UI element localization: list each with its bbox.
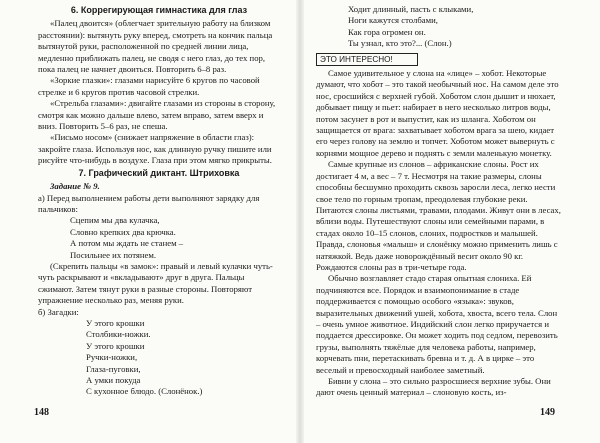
page-number-right: 149 [540,407,555,418]
riddle-line: А умки покуда [86,375,141,385]
right-text-column [316,4,562,399]
riddles-label: б) Загадки: [38,306,79,317]
poem-line: Ноги кажутся столбами, [348,15,438,26]
poem-line: Как гора огромен он. [348,26,426,37]
interesting-fact-box: ЭТО ИНТЕРЕСНО! [316,53,418,66]
section-6-heading: 6. Коррегирующая гимнастика для глаз [70,5,248,15]
exercise-finger-doubles: «Палец двоится» (облегчает зрительную работу на близком расстоянии): вытянуть руку вперед, смотреть на кончик пальца вытянутой руки, расположенной по средней линии лица, медленно приближать палец, не сводя с него глаз, до тех пор, пока палец не начнет двоиться. Повторить 6–8 раз. [38,18,273,75]
poem-line: Сцепим мы два кулачка, [70,215,160,226]
riddle-line: Столбики-ножки. [86,329,151,340]
page-number-left: 148 [34,407,49,418]
section-7-heading: 7. Графический диктант. Штриховка [78,167,240,178]
tusks-paragraph: Бивни у слона – это сильно разросшиеся верхние зубы. Они дают очень ценный материал – слоновую кость, из- [316,376,551,398]
poem-line: Ходит длинный, пасть с клыками, [348,4,474,14]
riddle-line: С кухонное блюдо. (Слонёнок.) [86,386,203,397]
exercise-nose-writing: «Письмо носом» (снижает напряжение в области глаз): закройте глаза. Используя нос, как длинную ручку пишите или рисуйте что-нибудь в воздухе. Глаза при этом мягко прикрыты. [38,132,272,166]
poem-line: Словно крепких два крючка. [70,226,176,237]
poem-line: Посильнее их потянем. [70,249,157,260]
african-elephants-paragraph: Самые крупные из слонов – африканские слоны. Рост их достигает 4 м, а вес – 7 т. Несмотря на такие размеры, слоны способны бесшумно проходить сквозь заросли леса, легко нести свое тело по горным тропам, преодолевая глубокие реки. Питаются слоны листьями, травами, плодами. Живут они в лесах, вблизи воды. Путешествуют слоны или семейными парами, в стадах около 10–15 слонов, слоних, подростков и малышей. Правда, слоновья «малыш» и слонёнку можно применить лишь с натяжкой. Ведь даже новорождённый весит около 90 кг. Рождаются слоны раз в три-четыре года. [316,159,561,272]
poem-line: А потом мы ждать не станем – [70,238,184,249]
poem-line: Ты узнал, кто это?... (Слон.) [348,38,452,49]
riddle-line: У этого крошки [86,340,145,351]
riddle-line: У этого крошки [86,317,145,328]
riddle-line: Глаза-пуговки, [86,363,141,374]
finger-warmup-intro: а) Перед выполнением работы дети выполняют зарядку для пальчиков: [38,192,260,214]
exercise-sharp-eyes: «Зоркие глазки»: глазами нарисуйте 6 кругов по часовой стрелке и 6 кругов против часовой стрелки. [38,75,260,97]
task-label: Задание № 9. [50,181,100,192]
herd-paragraph: Обычно возглавляет стадо старая опытная слониха. Ей подчиняются все. Порядок и взаимопонимание в стаде поддерживается с помощью особого «языка»: звуков, выразительных движений ушей, хобота, хвоста, всего тела. Слон – очень умное животное. Индийский слон легко приручается и поддается дрессировке. Он может ходить под седлом, перевозить грузы, выполнять тяжёлые для человека работы, например, корчевать пни, перетаскивать бревна и т. д. А в цирке – это веселый и превосходный наиболее заметный. [316,273,558,375]
elephant-riddle-poem [348,4,562,50]
riddle-line: Ручки-ножки, [86,352,138,363]
finger-warmup-instructions: (Скрепить пальцы «в замок»: правый и левый кулачки чуть-чуть раскрывают и «вкладывают» друг в друга. Пальцы сжимают. Затем тянут руки в разные стороны. Повторяют упражнение несколько раз, меняя руки. [38,260,273,306]
trunk-paragraph: Самое удивительное у слона на «лице» – хобот. Некоторые думают, что хобот – это такой необычный нос. На самом деле это нос, сросшийся с верхней губой. Хоботом слон дышит и нюхает, добывает пищу и пьет: набирает в него несколько литров воды, потом засунет в рот и выпустит, как из шланга. Хоботом он защищается от врага: захватывает хоботом врага за шею, кидает его через голову на землю и топчет. Хоботом может вывернуть с корнями мощное дерево и поднять с земли маленькую монетку. [316,68,559,158]
exercise-eye-shooting: «Стрельба глазами»: двигайте глазами из стороны в сторону, смотря как можно дальше влево, затем вправо, затем вверх и вниз. Повторить 5–6 раз, не спеша. [38,98,276,132]
